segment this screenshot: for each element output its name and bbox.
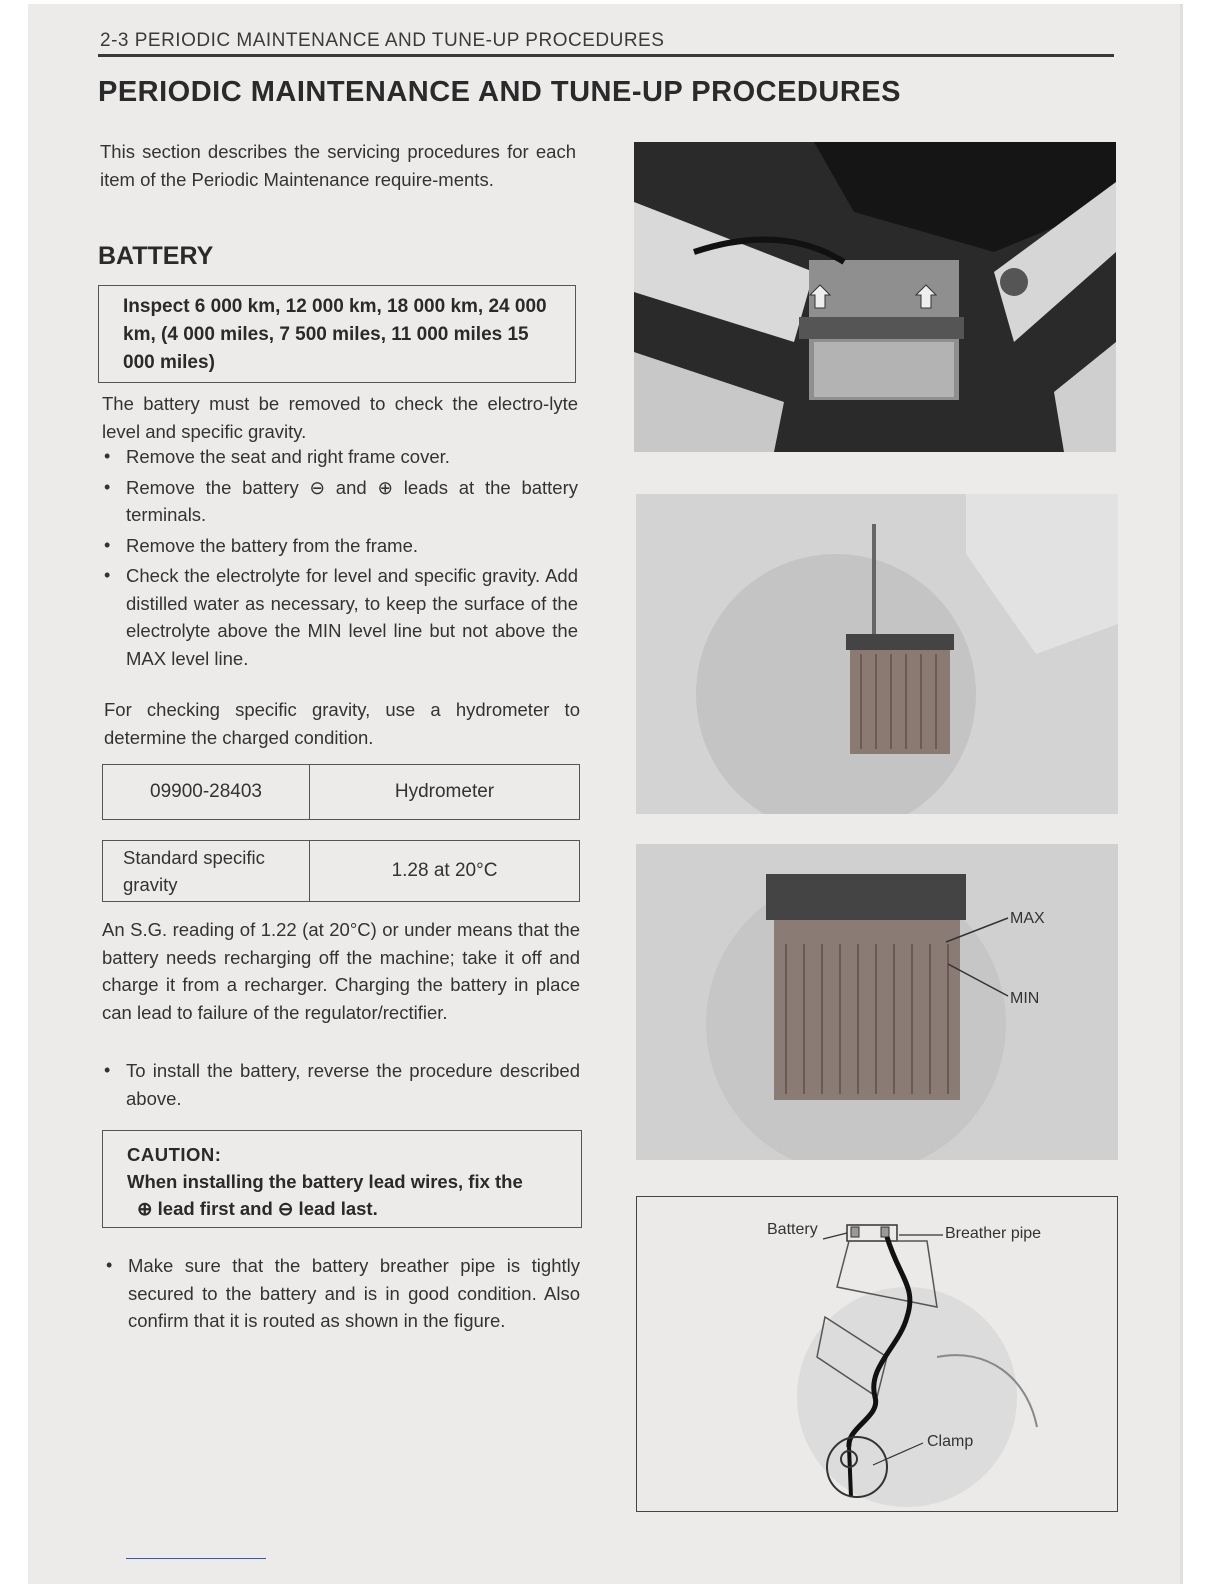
inspect-interval-text: Inspect 6 000 km, 12 000 km, 18 000 km, 24 000 km, (4 000 miles, 7 500 miles, 11 000 miles 15 000 miles) — [123, 296, 547, 373]
battery-installed-image — [634, 142, 1116, 452]
electrolyte-level-image — [636, 844, 1118, 1160]
caution-line-2: ⊕ lead first and ⊖ lead last. — [137, 1198, 378, 1219]
breather-steps-list — [104, 1252, 580, 1335]
running-head: 2-3 PERIODIC MAINTENANCE AND TUNE-UP PROCEDURES — [100, 30, 665, 51]
caution-heading: CAUTION: — [127, 1144, 222, 1165]
tool-table — [102, 764, 580, 820]
caution-line-1: When installing the battery lead wires, fix the — [127, 1171, 523, 1192]
spec-value: 1.28 at 20°C — [310, 841, 580, 902]
list-item: • Remove the battery from the frame. — [102, 532, 578, 560]
breather-routing-figure — [636, 1196, 1118, 1512]
spec-label: Standard specific gravity — [103, 841, 310, 902]
hydrometer-image — [636, 494, 1118, 814]
inspect-interval-box — [98, 285, 576, 383]
caution-box — [102, 1130, 582, 1228]
list-item: • Check the electrolyte for level and specific gravity. Add distilled water as necessary, to keep the surface of the electrolyte above the MIN level line but not above the MAX level line. — [102, 562, 578, 672]
battery-label: Battery — [767, 1221, 818, 1238]
gravity-note: For checking specific gravity, use a hydrometer to determine the charged condition. — [104, 699, 580, 748]
list-item: • Remove the battery ⊖ and ⊕ leads at the battery terminals. — [102, 474, 578, 529]
footer-link-underline — [126, 1558, 266, 1559]
list-item: • Remove the seat and right frame cover. — [102, 443, 578, 471]
max-label: MAX — [1010, 910, 1045, 927]
sg-note: An S.G. reading of 1.22 (at 20°C) or under means that the battery needs recharging off the machine; take it off and charge it from a recharger. Charging the battery in place can lead to failure of the regulator/rectifier. — [102, 919, 580, 1023]
breather-pipe-label: Breather pipe — [945, 1225, 1042, 1242]
clamp-label: Clamp — [927, 1433, 974, 1450]
removal-steps-list — [102, 443, 578, 672]
removal-note: The battery must be removed to check the electro-lyte level and specific gravity. — [102, 393, 578, 442]
battery-installed-photo — [634, 142, 1116, 452]
intro-paragraph: This section describes the servicing procedures for each item of the Periodic Maintenance require-ments. — [100, 141, 576, 190]
hydrometer-photo — [636, 494, 1118, 814]
electrolyte-level-photo — [636, 844, 1118, 1160]
section-title-battery: BATTERY — [98, 242, 214, 270]
header-rule — [98, 54, 1114, 57]
tool-part-number: 09900-28403 — [103, 765, 310, 820]
min-label: MIN — [1010, 990, 1040, 1007]
tool-name: Hydrometer — [310, 765, 580, 820]
list-item: • Make sure that the battery breather pipe is tightly secured to the battery and is in good condition. Also confirm that it is routed as shown in the figure. — [104, 1252, 580, 1335]
page-title: PERIODIC MAINTENANCE AND TUNE-UP PROCEDURES — [98, 76, 901, 108]
spec-table — [102, 840, 580, 902]
list-item: • To install the battery, reverse the procedure described above. — [102, 1057, 580, 1112]
install-steps-list — [102, 1057, 580, 1112]
breather-routing-diagram — [637, 1197, 1116, 1510]
